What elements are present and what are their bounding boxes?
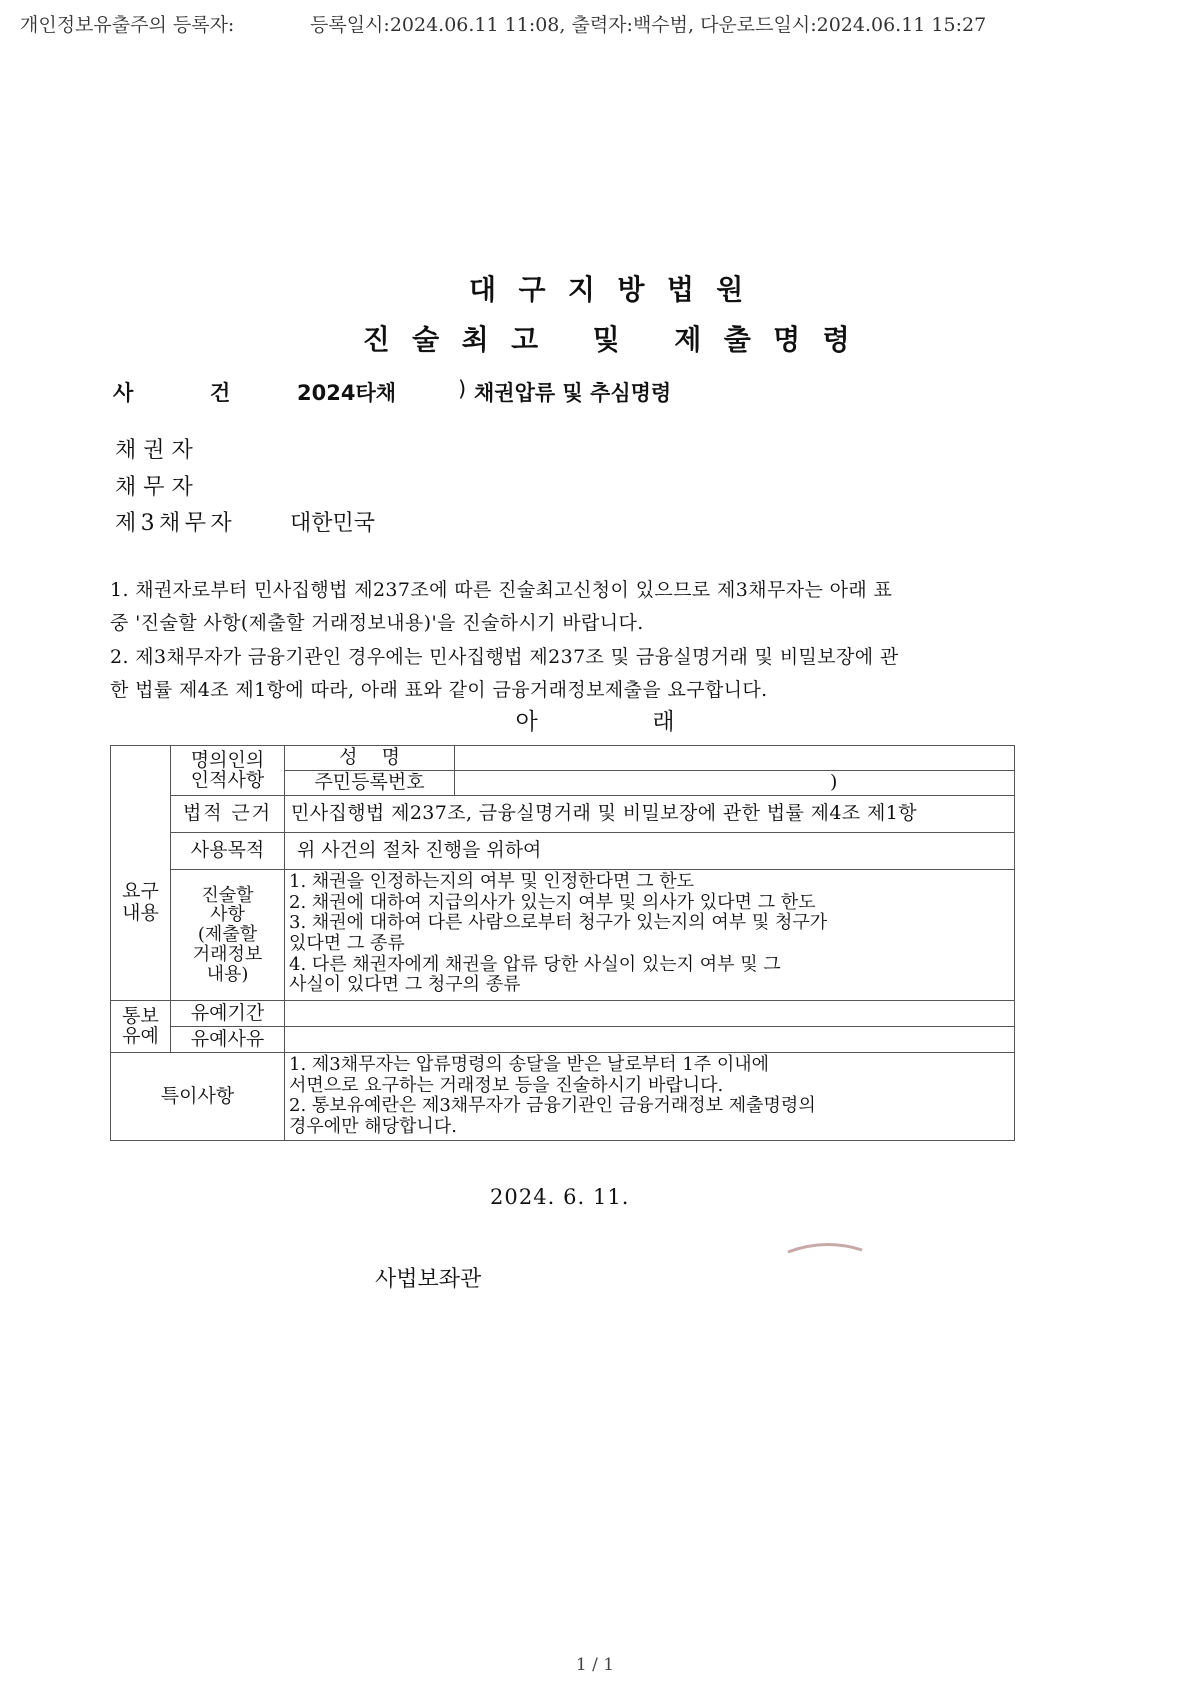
judicial-officer: 사법보좌관: [375, 1267, 482, 1292]
special-notes: [285, 1053, 1015, 1141]
below-heading: [0, 703, 1190, 736]
identity-label: 명의인의 인적사항: [171, 746, 285, 796]
third-debtor-label: 제3채무자: [115, 511, 237, 536]
name-label: 성 명: [285, 746, 455, 771]
court-title: 대구지방법원: [469, 273, 766, 306]
special-note-line: 경우에만 해당합니다.: [289, 1116, 457, 1138]
download-meta: 등록일시:2024.06.11 11:08, 출력자:백수범, 다운로드일시:2024.06.11 15:27: [310, 14, 987, 36]
statement-item: 3. 채권에 대하여 다른 사람으로부터 청구가 있는지의 여부 및 청구가: [289, 912, 828, 934]
special-note-line: 2. 통보유예란은 제3채무자가 금융기관인 금융거래정보 제출명령의: [289, 1095, 816, 1117]
below-heading-b: 래: [652, 709, 675, 735]
legal-basis-value: 민사집행법 제237조, 금융실명거래 및 비밀보장에 관한 법률 제4조 제1항: [285, 796, 1015, 833]
paragraph-2-line-2: 한 법률 제4조 제1항에 따라, 아래 표와 같이 금융거래정보제출을 요구합니다.: [110, 679, 768, 701]
statement-item: 1. 채권을 인정하는지의 여부 및 인정한다면 그 한도: [289, 871, 694, 892]
deferral-reason-value: [285, 1027, 1015, 1053]
purpose-label: 사용목적: [171, 833, 285, 870]
debtor-label: 채 무 자: [115, 475, 193, 500]
paragraph-1-line-1: 1. 채권자로부터 민사집행법 제237조에 따른 진술최고신청이 있으므로 제3채무자는 아래 표: [110, 579, 893, 601]
case-number-mark: ): [458, 377, 467, 401]
paragraph-2-line-1: 2. 제3채무자가 금융기관인 경우에는 민사집행법 제237조 및 금융실명거래 및 비밀보장에 관: [110, 646, 899, 668]
deferral-period-label: 유예기간: [171, 1001, 285, 1027]
watermark-registrant: 개인정보유출주의 등록자:: [20, 14, 235, 36]
statement-item: 4. 다른 채권자에게 채권을 압류 당한 사실이 있는지 여부 및 그: [289, 953, 781, 975]
id-number-label: 주민등록번호: [285, 771, 455, 796]
case-number: 2024타채: [297, 381, 397, 405]
purpose-value: 위 사건의 절차 진행을 위하여: [285, 833, 1015, 870]
paragraph-1-line-2: 중 '진술할 사항(제출할 거래정보내용)'을 진술하시기 바랍니다.: [110, 612, 644, 634]
statement-items-label: 진술할 사항 (제출할 거래정보 내용): [171, 870, 285, 1001]
case-label-b: 건: [210, 381, 231, 405]
case-name: 채권압류 및 추심명령: [474, 381, 672, 405]
request-content-label: 요구 내용: [111, 746, 171, 1001]
document-title: 진술최고 및 제출명령: [362, 323, 873, 356]
case-label-a: 사: [113, 381, 134, 405]
special-note-line: 1. 제3채무자는 압류명령의 송달을 받은 날로부터 1주 이내에: [289, 1054, 770, 1075]
third-debtor-value: 대한민국: [290, 511, 376, 536]
statement-item: 사실이 있다면 그 청구의 종류: [289, 974, 521, 996]
page-number: 1 / 1: [575, 1655, 615, 1675]
creditor-label: 채 권 자: [115, 438, 193, 463]
statement-item: 있다면 그 종류: [289, 933, 405, 955]
issue-date: 2024. 6. 11.: [490, 1185, 630, 1209]
id-number-value: ): [455, 771, 1015, 796]
special-note-line: 서면으로 요구하는 거래정보 등을 진술하시기 바랍니다.: [289, 1074, 724, 1096]
name-value: [455, 746, 1015, 771]
deferral-period-value: [285, 1001, 1015, 1027]
deferral-reason-label: 유예사유: [171, 1027, 285, 1053]
request-table: [110, 745, 1015, 1141]
statement-items: [285, 870, 1015, 1001]
seal-mark-icon: [780, 1230, 870, 1260]
legal-basis-label: 법적 근거: [171, 796, 285, 833]
special-notes-label: 특이사항: [111, 1053, 285, 1141]
notice-deferral-label: 통보 유예: [111, 1001, 171, 1053]
below-heading-a: 아: [515, 709, 538, 735]
statement-item: 2. 채권에 대하여 지급의사가 있는지 여부 및 의사가 있다면 그 한도: [289, 891, 816, 913]
